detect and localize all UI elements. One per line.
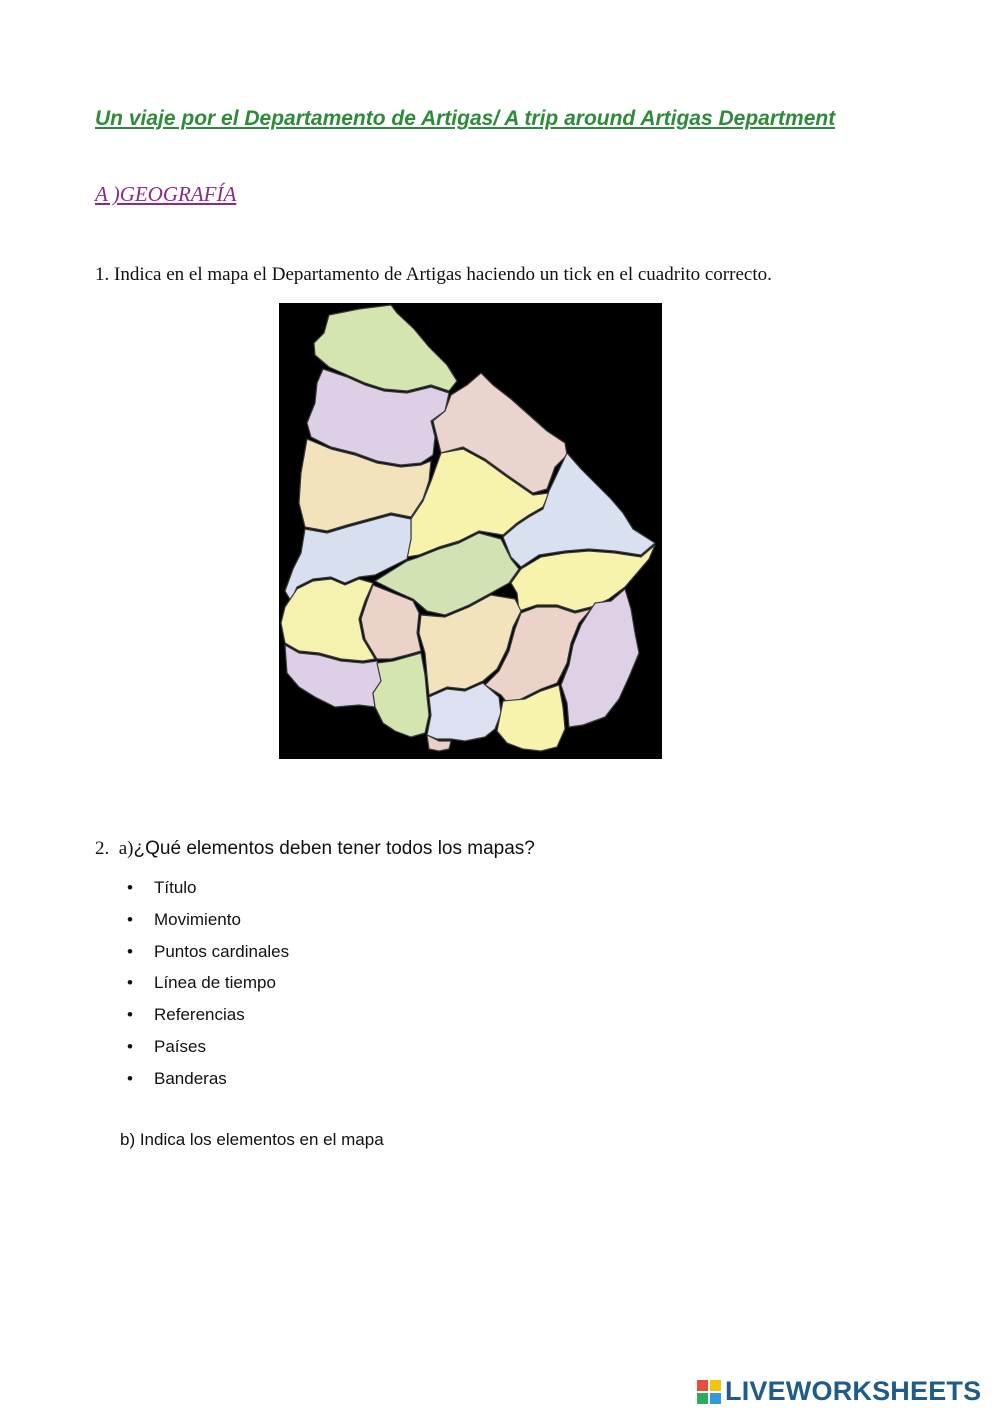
question-2a-prefix: a): [118, 838, 134, 859]
bullet-icon: •: [127, 878, 133, 897]
option-label: Movimiento: [154, 909, 241, 929]
options-list: [127, 872, 289, 1095]
bullet-icon: •: [127, 1005, 133, 1025]
section-heading: A )GEOGRAFÍA: [95, 182, 237, 206]
question-2a: [95, 838, 535, 860]
option-label: Puntos cardinales: [154, 941, 290, 961]
option-label: Título: [154, 878, 197, 897]
brand-watermark: [697, 1376, 981, 1407]
option-label: Banderas: [154, 1068, 227, 1088]
bullet-icon: •: [127, 973, 133, 993]
list-item[interactable]: [127, 1031, 289, 1063]
bullet-icon: •: [127, 909, 133, 929]
list-item[interactable]: [127, 999, 289, 1031]
option-label: Referencias: [154, 1005, 245, 1025]
list-item[interactable]: [127, 1063, 289, 1095]
question-1: 1. Indica en el mapa el Departamento de Artigas haciendo un tick en el cuadrito correcto.: [95, 264, 772, 285]
department-canelones: [427, 683, 501, 741]
list-item[interactable]: [127, 904, 289, 936]
option-label: Países: [154, 1036, 206, 1056]
bullet-icon: •: [127, 941, 133, 961]
list-item[interactable]: [127, 872, 289, 904]
option-label: Línea de tiempo: [154, 973, 276, 993]
worksheet-title: Un viaje por el Departamento de Artigas/ A trip around Artigas Department: [95, 107, 836, 130]
question-2a-text: ¿Qué elementos deben tener todos los mapas?: [133, 838, 535, 859]
list-item[interactable]: [127, 936, 289, 968]
liveworksheets-logo-icon: [697, 1380, 721, 1404]
department-san-jose: [373, 653, 429, 737]
uruguay-departments-map: [279, 303, 662, 759]
bullet-icon: •: [127, 1068, 133, 1088]
bullet-icon: •: [127, 1036, 133, 1056]
map-drawing: [279, 303, 662, 759]
question-2-number: 2.: [95, 838, 110, 859]
list-item[interactable]: [127, 967, 289, 999]
question-2b: b) Indica los elementos en el mapa: [120, 1130, 384, 1149]
brand-name: LIVEWORKSHEETS: [725, 1376, 982, 1406]
